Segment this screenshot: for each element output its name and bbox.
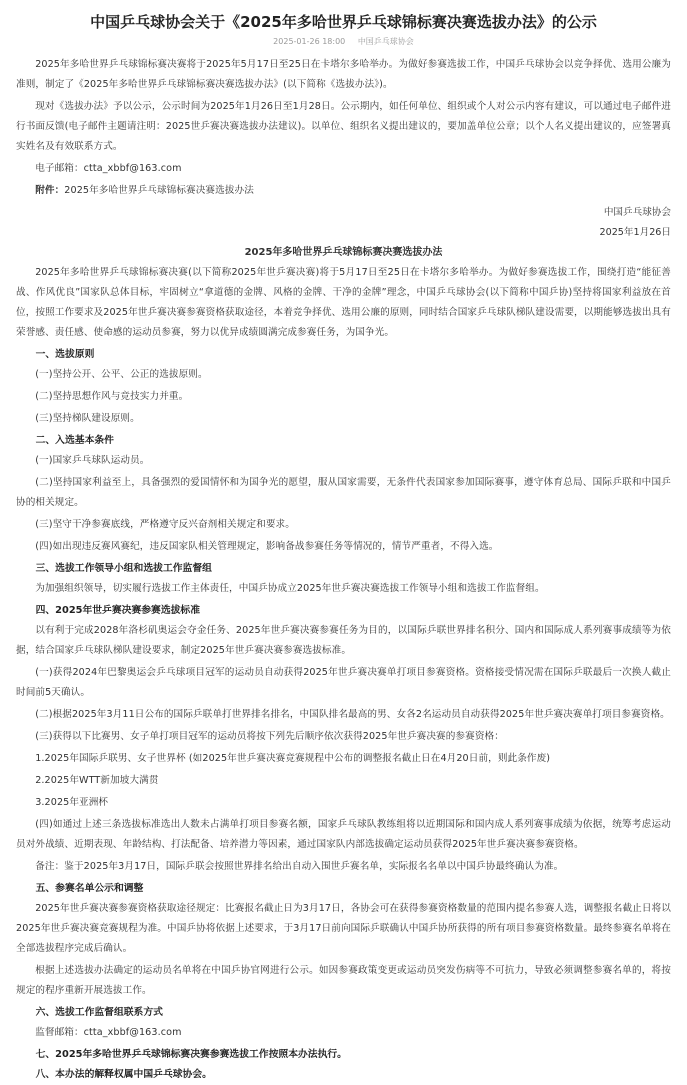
- sub-list-item: 2.2025年WTT新加坡大满贯: [35, 775, 159, 786]
- section-heading-1: 一、选拔原则: [35, 349, 95, 360]
- section-4-note: 备注：鉴于2025年3月17日，国际乒联会按照世界排名给出自动入围世乒赛名单，实际报名名单以中国乒协最终确认为准。: [35, 861, 564, 872]
- page-title: 中国乒乓球协会关于《2025年多哈世界乒乓球锦标赛决赛选拔办法》的公示: [90, 13, 597, 31]
- supervision-email-link[interactable]: ctta_xbbf@163.com: [83, 1027, 182, 1038]
- list-item: (三)坚持梯队建设原则。: [35, 413, 140, 424]
- list-item: (一)坚持公开、公平、公正的选拔原则。: [35, 369, 208, 380]
- signature-date: 2025年1月26日: [599, 227, 671, 238]
- section-heading-5: 五、参赛名单公示和调整: [35, 883, 144, 894]
- list-item: (四)如通过上述三条选拔标准选出人数未占满单打项目参赛名额，国家乒乓球队教练组将以近期国际和国内成人系列赛事成绩为依据，统筹考虑运动员对外战绩、近期表现、年龄结构、打法配备、培养潜力等因素，通过国家队内部选拔确定运动员获得2025年世乒赛决赛参赛资格。: [16, 819, 671, 850]
- section-heading-3: 三、选拔工作领导小组和选拔工作监督组: [35, 563, 212, 574]
- section-5-paragraph-1: 2025年世乒赛决赛参赛资格获取途径规定：比赛报名截止日为3月17日，各协会可在获得参赛资格数量的范围内提名参赛人选，调整报名截止日将以2025年世乒赛决赛竞赛规程为准。中国乒协将依据上述要求，于3月17日前向国际乒联确认中国乒协所获得的所有项目参赛资格数量。最终参赛名单将在全部选拔程序完成后确认。: [16, 903, 671, 954]
- attachment-link[interactable]: 2025年多哈世界乒乓球锦标赛决赛选拔办法: [64, 185, 254, 196]
- notice-paragraph-2: 现对《选拔办法》予以公示，公示时间为2025年1月26日至1月28日。公示期内，如任何单位、组织或个人对公示内容有建议，可以通过电子邮件进行书面反馈(电子邮件主题请注明：2025世乒赛决赛选拔办法建议)。以单位、组织名义提出建议的，要加盖单位公章；以个人名义提出建议的，应签署真实姓名及有效联系方式。: [16, 101, 671, 152]
- sub-list-item: 1.2025年国际乒联男、女子世界杯 (如2025年世乒赛决赛竞赛规程中公布的调整报名截止日在4月20日前，则此条作废): [35, 753, 551, 764]
- list-item: (四)如出现违反赛风赛纪，违反国家队相关管理规定，影响备战参赛任务等情况的，情节严重者，不得入选。: [35, 541, 499, 552]
- notice-email-line: [16, 159, 671, 179]
- signature-org: 中国乒乓球协会: [603, 207, 671, 218]
- email-link[interactable]: ctta_xbbf@163.com: [83, 163, 182, 174]
- section-heading-4: 四、2025年世乒赛决赛参赛选拔标准: [35, 605, 201, 616]
- supervision-email-line: [16, 1023, 671, 1043]
- list-item: (二)坚持国家利益至上，具备强烈的爱国情怀和为国争光的愿望，服从国家需要，无条件代表国家参加国际赛事，遵守体育总局、国际乒联和中国乒协的相关规定。: [16, 477, 671, 508]
- list-item: (三)获得以下比赛男、女子单打项目冠军的运动员将按下列先后顺序依次获得2025年世乒赛决赛的参赛资格：: [35, 731, 504, 742]
- list-item: (二)根据2025年3月11日公布的国际乒联单打世界排名排名，中国队排名最高的男、女各2名运动员自动获得2025年世乒赛决赛单打项目参赛资格。: [35, 709, 670, 720]
- source-link[interactable]: 中国乒乓球协会: [357, 37, 414, 46]
- list-item: (三)坚守干净参赛底线，严格遵守反兴奋剂相关规定和要求。: [35, 519, 295, 530]
- supervision-email-label: 监督邮箱：: [35, 1027, 84, 1038]
- publish-date: 2025-01-26 18:00: [273, 37, 346, 46]
- notice-paragraph-1: 2025年多哈世界乒乓球锦标赛决赛将于2025年5月17日至25日在卡塔尔多哈举办。为做好参赛选拔工作，中国乒乓球协会以竞争择优、选用公廉为准则，制定了《2025年多哈世界乒乓球锦标赛决赛选拔办法》(以下简称《选拔办法》)。: [16, 59, 671, 90]
- attachment-label: 附件：: [35, 185, 65, 196]
- section-heading-6: 六、选拔工作监督组联系方式: [35, 1007, 163, 1018]
- notice-attachment-line: [16, 181, 671, 201]
- list-item: (二)坚持思想作风与竞技实力并重。: [35, 391, 189, 402]
- email-label: 电子邮箱：: [35, 163, 84, 174]
- sub-list-item: 3.2025年亚洲杯: [35, 797, 109, 808]
- section-4-intro: 以有利于完成2028年洛杉矶奥运会夺金任务、2025年世乒赛决赛参赛任务为目的，以国际乒联世界排名积分、国内和国际成人系列赛事成绩等为依据，结合国家乒乓球队梯队建设要求，制定2025年世乒赛决赛参赛选拔标准。: [16, 625, 671, 656]
- article-meta: [16, 36, 671, 47]
- document-subtitle: 2025年多哈世界乒乓球锦标赛决赛选拔办法: [244, 247, 443, 258]
- section-5-paragraph-2: 根据上述选拔办法确定的运动员名单将在中国乒协官网进行公示。如因参赛政策变更或运动员突发伤病等不可抗力，导致必须调整参赛名单的，将按规定的程序重新开展选拔工作。: [16, 965, 671, 996]
- section-heading-7: 七、2025年多哈世界乒乓球锦标赛决赛参赛选拔工作按照本办法执行。: [35, 1049, 347, 1060]
- list-item: (一)获得2024年巴黎奥运会乒乓球项目冠军的运动员自动获得2025年世乒赛决赛单打项目参赛资格。资格接受情况需在国际乒联最后一次换人截止时间前5天确认。: [16, 667, 671, 698]
- section-heading-2: 二、入选基本条件: [35, 435, 114, 446]
- section-3-text: 为加强组织领导，切实履行选拔工作主体责任，中国乒协成立2025年世乒赛决赛选拔工作领导小组和选拔工作监督组。: [35, 583, 545, 594]
- document-intro: 2025年多哈世界乒乓球锦标赛决赛(以下简称2025年世乒赛决赛)将于5月17日至25日在卡塔尔多哈举办。为做好参赛选拔工作，围绕打造“能征善战、作风优良”国家队总体目标，牢固树立“拿道德的金牌、风格的金牌、干净的金牌”理念，中国乒乓球协会(以下简称中国乒协)坚持将国家利益放在首位，按照工作要求及2025年世乒赛决赛参赛资格获取途径，本着竞争择优、选用公廉的原则，同时结合国家乒乓球队梯队建设需要，以期能够选拔出具有荣誉感、责任感、使命感的运动员参赛，努力以优异成绩圆满完成参赛任务，为国争光。: [16, 267, 671, 338]
- list-item: (一)国家乒乓球队运动员。: [35, 455, 150, 466]
- section-heading-8: 八、本办法的解释权属中国乒乓球协会。: [35, 1069, 212, 1080]
